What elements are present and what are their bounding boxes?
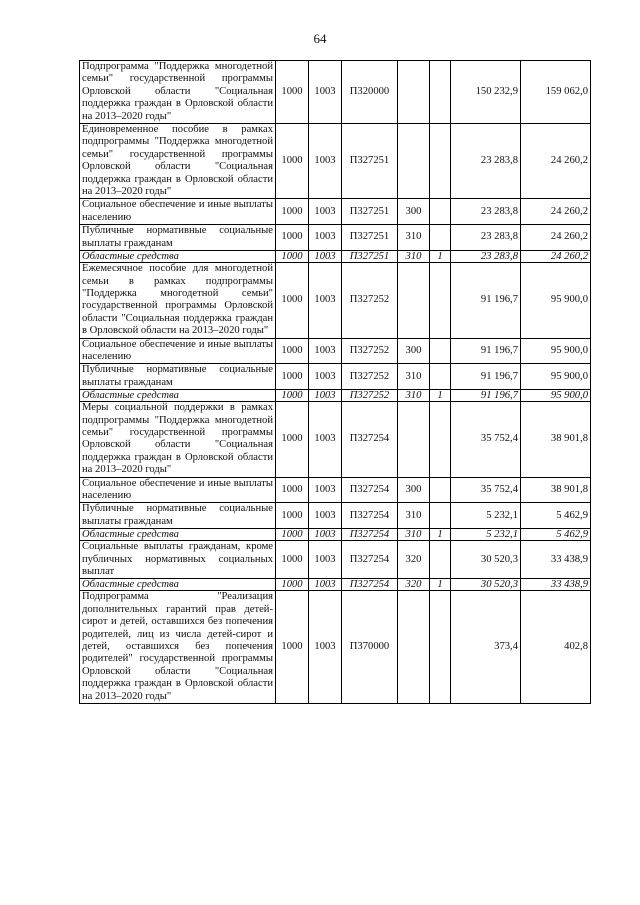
- cell-name: Публичные нормативные социальные выплаты гражданам: [80, 503, 276, 529]
- cell-section: 1000: [276, 199, 309, 225]
- cell-amount-2015: 24 260,2: [521, 225, 591, 251]
- cell-expense-type: 310: [398, 529, 430, 541]
- cell-section: 1000: [276, 225, 309, 251]
- cell-target-article: П320000: [342, 61, 398, 124]
- cell-name: Единовременное пособие в рамках подпрограммы "Поддержка многодетной семьи" государственной программы Орловской области "Социальная поддержка граждан в Орловской области на 2013–2020 годы": [80, 124, 276, 199]
- cell-amount-2014: 35 752,4: [451, 477, 521, 503]
- cell-section: 1000: [276, 251, 309, 263]
- cell-funding-source: [430, 591, 451, 704]
- table-row: [80, 364, 591, 390]
- table-row: [80, 124, 591, 199]
- cell-amount-2014: 35 752,4: [451, 402, 521, 477]
- cell-name: Меры социальной поддержки в рамках подпрограммы "Поддержка многодетной семьи" государственной программы Орловской области "Социальная поддержка граждан в Орловской области на 2013–2020 годы": [80, 402, 276, 477]
- cell-amount-2015: 38 901,8: [521, 477, 591, 503]
- cell-section: 1000: [276, 390, 309, 402]
- cell-funding-source: [430, 477, 451, 503]
- table-row: [80, 61, 591, 124]
- cell-subsection: 1003: [309, 579, 342, 591]
- cell-target-article: П327251: [342, 124, 398, 199]
- cell-amount-2014: 5 232,1: [451, 529, 521, 541]
- cell-expense-type: 320: [398, 579, 430, 591]
- cell-target-article: П327254: [342, 529, 398, 541]
- cell-funding-source: [430, 199, 451, 225]
- cell-section: 1000: [276, 263, 309, 338]
- table-row: [80, 225, 591, 251]
- cell-amount-2015: 5 462,9: [521, 529, 591, 541]
- cell-section: 1000: [276, 364, 309, 390]
- cell-funding-source: [430, 338, 451, 364]
- cell-expense-type: [398, 263, 430, 338]
- cell-target-article: П327252: [342, 263, 398, 338]
- table-row: [80, 477, 591, 503]
- cell-funding-source: [430, 503, 451, 529]
- table-row-regional-funds: [80, 579, 591, 591]
- cell-expense-type: 300: [398, 338, 430, 364]
- cell-name: Ежемесячное пособие для многодетной семьи в рамках подпрограммы "Поддержка многодетной семьи" государственной программы Орловской области "Социальная поддержка граждан в Орловской области на 2013–2020 годы": [80, 263, 276, 338]
- cell-name: Социальное обеспечение и иные выплаты населению: [80, 338, 276, 364]
- cell-amount-2015: 95 900,0: [521, 364, 591, 390]
- table-row: [80, 541, 591, 579]
- cell-funding-source: 1: [430, 579, 451, 591]
- cell-amount-2014: 30 520,3: [451, 579, 521, 591]
- cell-name: Социальное обеспечение и иные выплаты населению: [80, 199, 276, 225]
- cell-amount-2014: 91 196,7: [451, 338, 521, 364]
- cell-subsection: 1003: [309, 263, 342, 338]
- cell-name: Социальное обеспечение и иные выплаты населению: [80, 477, 276, 503]
- cell-name: Публичные нормативные социальные выплаты гражданам: [80, 225, 276, 251]
- table-row: [80, 199, 591, 225]
- cell-amount-2015: 24 260,2: [521, 251, 591, 263]
- cell-subsection: 1003: [309, 503, 342, 529]
- cell-amount-2014: 23 283,8: [451, 225, 521, 251]
- cell-amount-2014: 23 283,8: [451, 124, 521, 199]
- cell-target-article: П327251: [342, 199, 398, 225]
- cell-expense-type: [398, 61, 430, 124]
- cell-target-article: П327254: [342, 402, 398, 477]
- cell-subsection: 1003: [309, 124, 342, 199]
- cell-name: Социальные выплаты гражданам, кроме публичных нормативных социальных выплат: [80, 541, 276, 579]
- table-row: [80, 402, 591, 477]
- cell-target-article: П327254: [342, 579, 398, 591]
- cell-target-article: П370000: [342, 591, 398, 704]
- cell-amount-2014: 373,4: [451, 591, 521, 704]
- table-row: [80, 338, 591, 364]
- cell-amount-2015: 95 900,0: [521, 263, 591, 338]
- cell-target-article: П327252: [342, 390, 398, 402]
- cell-section: 1000: [276, 477, 309, 503]
- cell-subsection: 1003: [309, 477, 342, 503]
- cell-section: 1000: [276, 61, 309, 124]
- cell-target-article: П327254: [342, 503, 398, 529]
- cell-section: 1000: [276, 402, 309, 477]
- cell-subsection: 1003: [309, 541, 342, 579]
- page-number: 64: [313, 31, 327, 46]
- table-row-regional-funds: [80, 251, 591, 263]
- cell-expense-type: 310: [398, 251, 430, 263]
- cell-amount-2015: 5 462,9: [521, 503, 591, 529]
- cell-amount-2015: 33 438,9: [521, 579, 591, 591]
- cell-target-article: П327251: [342, 225, 398, 251]
- table-row: [80, 263, 591, 338]
- cell-amount-2015: 38 901,8: [521, 402, 591, 477]
- cell-name: Подпрограмма "Реализация дополнительных гарантий прав детей-сирот и детей, оставшихся без попечения родителей, лиц из числа детей-сирот и детей, оставшихся без попечения родителей" государственной программы Орловской области "Социальная поддержка граждан в Орловской области на 2013–2020 годы": [80, 591, 276, 704]
- cell-funding-source: [430, 402, 451, 477]
- cell-expense-type: 300: [398, 477, 430, 503]
- cell-amount-2015: 33 438,9: [521, 541, 591, 579]
- cell-name: Областные средства: [80, 579, 276, 591]
- cell-amount-2015: 95 900,0: [521, 338, 591, 364]
- cell-amount-2015: 402,8: [521, 591, 591, 704]
- cell-section: 1000: [276, 591, 309, 704]
- cell-funding-source: [430, 364, 451, 390]
- cell-expense-type: 320: [398, 541, 430, 579]
- cell-target-article: П327254: [342, 541, 398, 579]
- cell-name: Областные средства: [80, 390, 276, 402]
- cell-section: 1000: [276, 529, 309, 541]
- budget-table: [79, 60, 591, 704]
- cell-expense-type: 300: [398, 199, 430, 225]
- cell-subsection: 1003: [309, 61, 342, 124]
- cell-amount-2014: 30 520,3: [451, 541, 521, 579]
- cell-subsection: 1003: [309, 225, 342, 251]
- cell-funding-source: [430, 61, 451, 124]
- cell-section: 1000: [276, 579, 309, 591]
- cell-section: 1000: [276, 503, 309, 529]
- cell-subsection: 1003: [309, 591, 342, 704]
- cell-name: Областные средства: [80, 529, 276, 541]
- table-row-regional-funds: [80, 390, 591, 402]
- cell-expense-type: [398, 124, 430, 199]
- cell-target-article: П327251: [342, 251, 398, 263]
- cell-funding-source: [430, 541, 451, 579]
- cell-name: Подпрограмма "Поддержка многодетной семьи" государственной программы Орловской области "Социальная поддержка граждан в Орловской области на 2013–2020 годы": [80, 61, 276, 124]
- cell-amount-2015: 159 062,0: [521, 61, 591, 124]
- cell-amount-2014: 5 232,1: [451, 503, 521, 529]
- cell-target-article: П327254: [342, 477, 398, 503]
- cell-funding-source: [430, 263, 451, 338]
- cell-subsection: 1003: [309, 364, 342, 390]
- cell-section: 1000: [276, 124, 309, 199]
- cell-subsection: 1003: [309, 251, 342, 263]
- cell-funding-source: 1: [430, 251, 451, 263]
- cell-amount-2015: 24 260,2: [521, 124, 591, 199]
- table-row-regional-funds: [80, 529, 591, 541]
- cell-funding-source: 1: [430, 529, 451, 541]
- cell-amount-2014: 91 196,7: [451, 364, 521, 390]
- cell-funding-source: 1: [430, 390, 451, 402]
- cell-subsection: 1003: [309, 199, 342, 225]
- cell-amount-2015: 95 900,0: [521, 390, 591, 402]
- cell-expense-type: 310: [398, 364, 430, 390]
- cell-amount-2015: 24 260,2: [521, 199, 591, 225]
- cell-subsection: 1003: [309, 402, 342, 477]
- cell-expense-type: [398, 591, 430, 704]
- table-row: [80, 503, 591, 529]
- cell-amount-2014: 23 283,8: [451, 199, 521, 225]
- cell-expense-type: 310: [398, 225, 430, 251]
- cell-funding-source: [430, 225, 451, 251]
- cell-expense-type: 310: [398, 503, 430, 529]
- cell-target-article: П327252: [342, 364, 398, 390]
- cell-funding-source: [430, 124, 451, 199]
- cell-subsection: 1003: [309, 390, 342, 402]
- table-body: [80, 61, 591, 704]
- cell-target-article: П327252: [342, 338, 398, 364]
- cell-name: Публичные нормативные социальные выплаты гражданам: [80, 364, 276, 390]
- cell-section: 1000: [276, 541, 309, 579]
- cell-subsection: 1003: [309, 529, 342, 541]
- cell-name: Областные средства: [80, 251, 276, 263]
- cell-amount-2014: 91 196,7: [451, 390, 521, 402]
- cell-expense-type: [398, 402, 430, 477]
- cell-amount-2014: 150 232,9: [451, 61, 521, 124]
- table-row: [80, 591, 591, 704]
- cell-amount-2014: 23 283,8: [451, 251, 521, 263]
- cell-subsection: 1003: [309, 338, 342, 364]
- cell-amount-2014: 91 196,7: [451, 263, 521, 338]
- cell-section: 1000: [276, 338, 309, 364]
- cell-expense-type: 310: [398, 390, 430, 402]
